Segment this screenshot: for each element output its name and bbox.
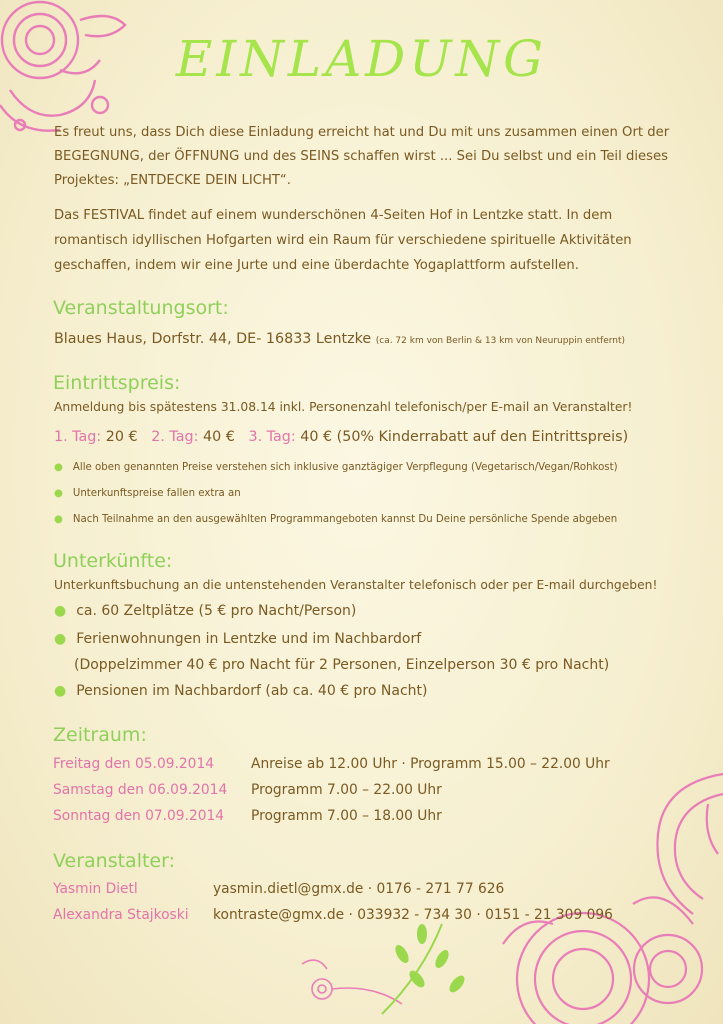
entry-bullet-text: Nach Teilnahme an den ausgewählten Programmangeboten kannst Du Deine persönliche Spende abgeben xyxy=(72,514,618,525)
schedule-program: Anreise ab 12.00 Uhr · Programm 15.00 – 22.00 Uhr xyxy=(251,756,610,772)
venue-heading: Veranstaltungsort: xyxy=(53,297,229,319)
floral-ornament-bottom-right-icon xyxy=(493,764,723,1024)
schedule-heading: Zeitraum: xyxy=(53,724,147,746)
floral-ornament-bottom-center-icon xyxy=(292,914,492,1024)
venue-address: Blaues Haus, Dorfstr. 44, DE- 16833 Lentzke xyxy=(54,331,372,347)
day3-label: 3. Tag: xyxy=(248,429,296,445)
entry-heading: Eintrittspreis: xyxy=(53,372,181,394)
intro-paragraph-2: Das FESTIVAL findet auf einem wunderschönen 4-Seiten Hof in Lentzke statt. In dem romantisch idyllischen Hofgarten wird ein Raum für verschiedene spirituelle Aktivitäten geschaffen, indem wir eine Jurte und eine überdachte Yogaplattform aufstellen. xyxy=(54,208,632,273)
lodging-item-text: ca. 60 Zeltplätze (5 € pro Nacht/Person) xyxy=(76,603,357,619)
intro-paragraph-1: Es freut uns, dass Dich diese Einladung erreicht hat und Du mit uns zusammen einen Ort der BEGEGNUNG, der ÖFFNUNG und des SEINS schaffen wirst ... Sei Du selbst und ein Teil dieses Projektes: „ENTDECKE DEIN LICHT“. xyxy=(54,125,670,188)
entry-registration: Anmeldung bis spätestens 31.08.14 inkl. Personenzahl telefonisch/per E-mail an Veranstalter! xyxy=(54,400,633,414)
venue-note: (ca. 72 km von Berlin & 13 km von Neuruppin entfernt) xyxy=(375,336,626,346)
lodging-item: ● ca. 60 Zeltplätze (5 € pro Nacht/Person) xyxy=(54,603,357,619)
day1-price: 20 € xyxy=(105,429,138,445)
lodging-item-detail: (Doppelzimmer 40 € pro Nacht für 2 Personen, Einzelperson 30 € pro Nacht) xyxy=(74,657,610,673)
lodging-item-text: Pensionen im Nachbardorf (ab ca. 40 € pro Nacht) xyxy=(76,683,428,699)
schedule-program: Programm 7.00 – 22.00 Uhr xyxy=(251,782,442,798)
organizer-contact: yasmin.dietl@gmx.de · 0176 - 271 77 626 xyxy=(213,881,505,897)
organizers-heading: Veranstalter: xyxy=(53,850,175,872)
lodging-item: ● Pensionen im Nachbardorf (ab ca. 40 € pro Nacht) xyxy=(54,683,428,699)
schedule-date: Freitag den 05.09.2014 xyxy=(53,756,215,772)
entry-bullet: ● Alle oben genannten Preise verstehen sich inklusive ganztägiger Verpflegung (Vegetarisch/Vegan/Rohkost) xyxy=(54,462,618,473)
lodging-heading: Unterkünfte: xyxy=(53,550,173,572)
entry-bullet: ● Nach Teilnahme an den ausgewählten Programmangeboten kannst Du Deine persönliche Spende abgeben xyxy=(54,514,618,525)
entry-prices xyxy=(54,429,628,445)
entry-bullet: ● Unterkunftspreise fallen extra an xyxy=(54,488,241,499)
lodging-item: ● Ferienwohnungen in Lentzke und im Nachbardorf xyxy=(54,631,422,647)
schedule-row xyxy=(53,782,442,798)
schedule-date: Samstag den 06.09.2014 xyxy=(53,782,228,798)
day2-price: 40 € xyxy=(203,429,235,445)
entry-bullet-text: Unterkunftspreise fallen extra an xyxy=(72,488,241,499)
schedule-program: Programm 7.00 – 18.00 Uhr xyxy=(251,808,442,824)
organizer-row xyxy=(53,907,613,923)
schedule-row xyxy=(53,808,442,824)
organizer-contact: kontraste@gmx.de · 033932 - 734 30 · 0151 - 21 309 096 xyxy=(213,907,613,923)
lodging-item-text: Ferienwohnungen in Lentzke und im Nachbardorf xyxy=(76,631,422,647)
lodging-intro: Unterkunftsbuchung an die untenstehenden Veranstalter telefonisch oder per E-mail durchgeben! xyxy=(54,578,658,592)
venue-address-line xyxy=(54,331,625,347)
organizer-name: Yasmin Dietl xyxy=(53,881,138,897)
day3-price: 40 € (50% Kinderrabatt auf den Eintrittspreis) xyxy=(300,429,629,445)
organizer-name: Alexandra Stajkoski xyxy=(53,907,189,923)
schedule-date: Sonntag den 07.09.2014 xyxy=(53,808,225,824)
day1-label: 1. Tag: xyxy=(54,429,102,445)
organizer-row xyxy=(53,881,504,897)
day2-label: 2. Tag: xyxy=(151,429,199,445)
page-title: EINLADUNG xyxy=(175,30,548,88)
entry-bullet-text: Alle oben genannten Preise verstehen sich inklusive ganztägiger Verpflegung (Vegetarisch/Vegan/Rohkost) xyxy=(72,462,618,473)
schedule-row xyxy=(53,756,610,772)
